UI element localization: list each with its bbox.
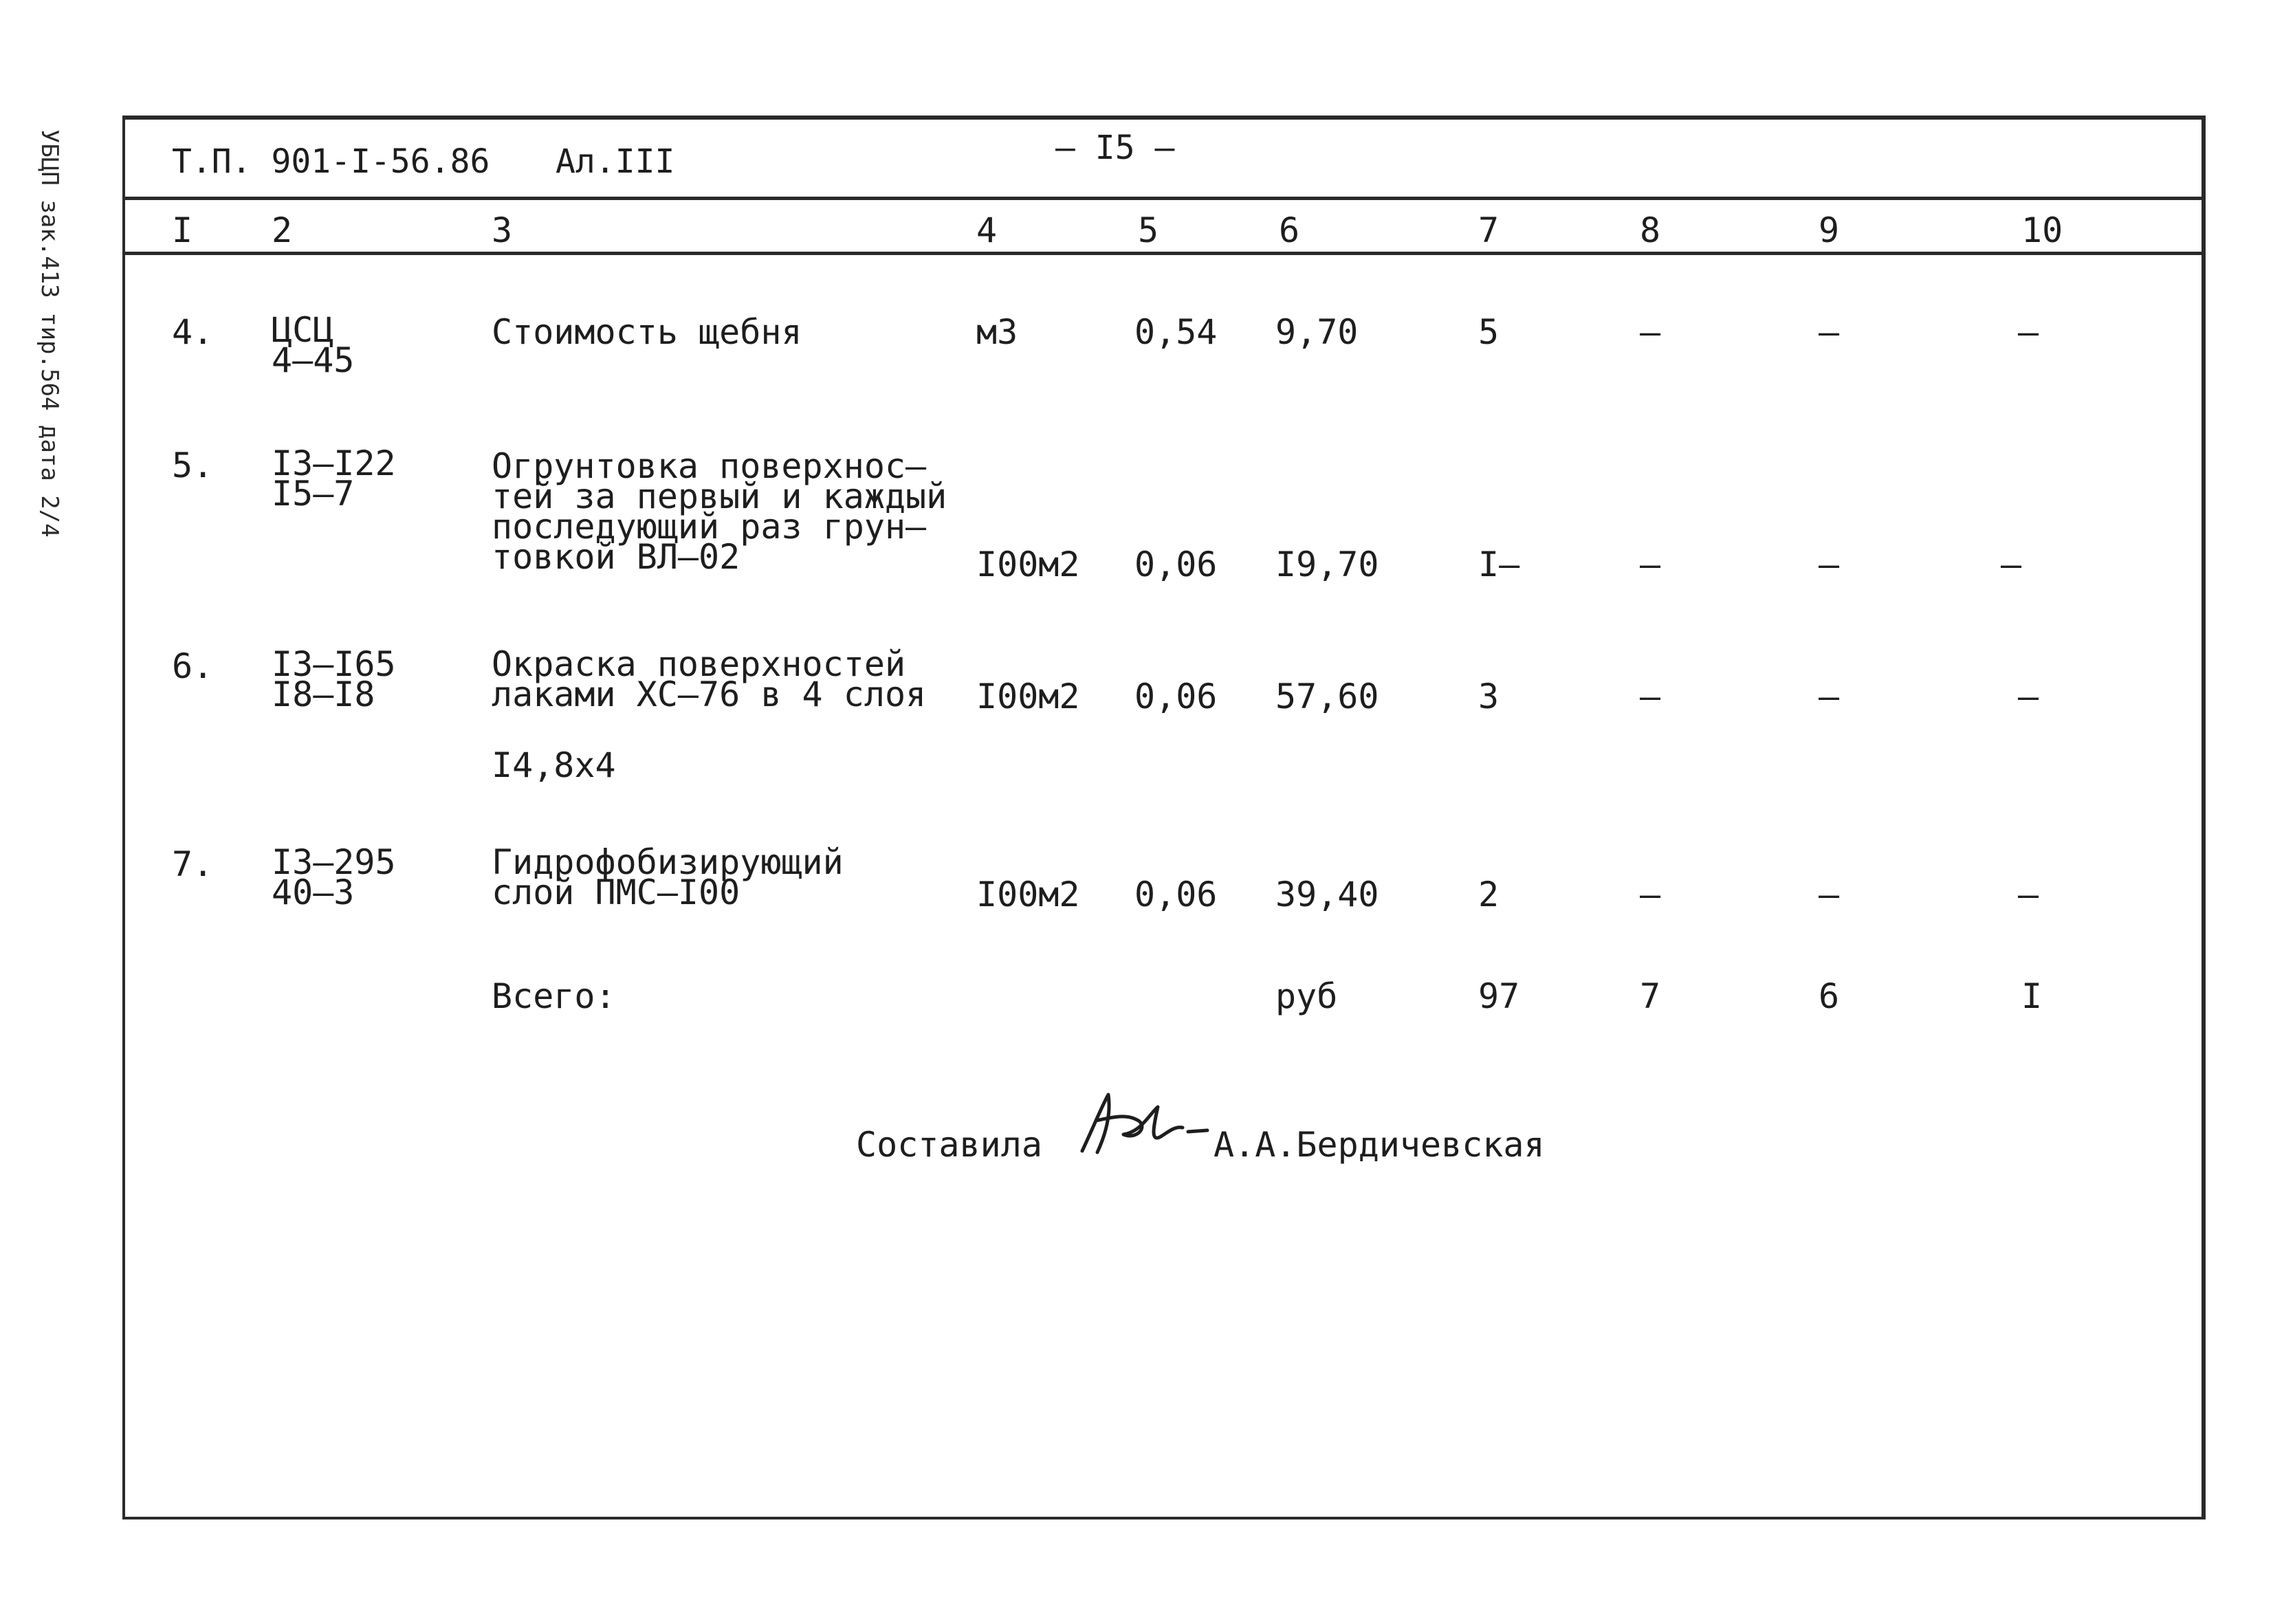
price-code: I3–295 40–3 [272,842,396,912]
cost-col-8: – [1640,677,1661,716]
unit: I00м2 [976,677,1080,716]
unit: I00м2 [976,875,1080,914]
row-number: 7. [172,844,214,884]
cost-col-10: – [2018,677,2039,716]
cost-col-10: – [2018,312,2039,352]
price-code: I3–I22 I5–7 [272,443,396,514]
column-header-8: 8 [1640,210,1661,250]
totals-label: Всего: [492,976,616,1016]
row-number: 4. [172,312,214,352]
cost-total: 3 [1478,677,1500,716]
cost-total: 2 [1478,875,1500,914]
quantity: 0,06 [1134,875,1218,914]
unit: м3 [976,312,1018,352]
price-code: I3–I65 I8–I8 [272,644,396,714]
handwritten-signature [1073,1086,1210,1162]
cost-col-8: – [1640,875,1661,914]
unit-price: 57,60 [1275,677,1379,716]
unit: I00м2 [976,545,1080,584]
work-description: Окраска поверхностей лаками ХС–76 в 4 слоя [492,644,927,714]
price-code: ЦСЦ 4–45 [272,310,355,380]
column-header-6: 6 [1279,210,1300,250]
cost-col-10: – [2018,875,2039,914]
album-number: Ал.III [556,142,675,181]
cost-col-10: – [2001,545,2022,584]
page-number: – I5 – [1055,129,1175,167]
cost-total: 5 [1478,312,1500,352]
cost-total: I– [1478,545,1520,584]
totals-col-8: 7 [1640,976,1661,1016]
column-header-9: 9 [1819,210,1840,250]
unit-price: I9,70 [1275,545,1379,584]
unit-price: 39,40 [1275,875,1379,914]
column-header-2: 2 [272,210,293,250]
work-description: Огрунтовка поверхнос– тей за первый и каждый последующий раз грун– товкой ВЛ–02 [492,446,947,577]
totals-col-10: I [2021,976,2043,1016]
unit-price: 9,70 [1275,312,1359,352]
totals-col-9: 6 [1819,976,1840,1016]
totals-col-7: 97 [1478,976,1520,1016]
cost-col-9: – [1819,312,1840,352]
calculation-note: I4,8х4 [492,745,616,785]
row-number: 6. [172,646,214,686]
work-description: Гидрофобизирующий слой ПМС–I00 [492,842,844,912]
column-header-divider [124,252,2204,255]
signatory-name: А.А.Бердичевская [1214,1125,1545,1165]
column-header-7: 7 [1478,210,1500,250]
cost-col-8: – [1640,545,1661,584]
document-code: Т.П. 901-I-56.86 [172,142,490,181]
column-header-1: I [172,210,193,250]
margin-stamp: УБЦП зак.413 тир.564 дата 2/4 [36,129,63,538]
row-number: 5. [172,446,214,485]
cost-col-9: – [1819,875,1840,914]
column-header-3: 3 [492,210,513,250]
header-divider [124,197,2204,200]
quantity: 0,06 [1134,677,1218,716]
signature-label: Составила [856,1125,1042,1165]
column-header-5: 5 [1138,210,1159,250]
cost-col-8: – [1640,312,1661,352]
column-header-10: 10 [2021,210,2063,250]
totals-currency: руб [1275,976,1338,1016]
column-header-4: 4 [976,210,998,250]
work-description: Стоимость щебня [492,312,802,352]
cost-col-9: – [1819,677,1840,716]
quantity: 0,54 [1134,312,1218,352]
cost-col-9: – [1819,545,1840,584]
quantity: 0,06 [1134,545,1218,584]
